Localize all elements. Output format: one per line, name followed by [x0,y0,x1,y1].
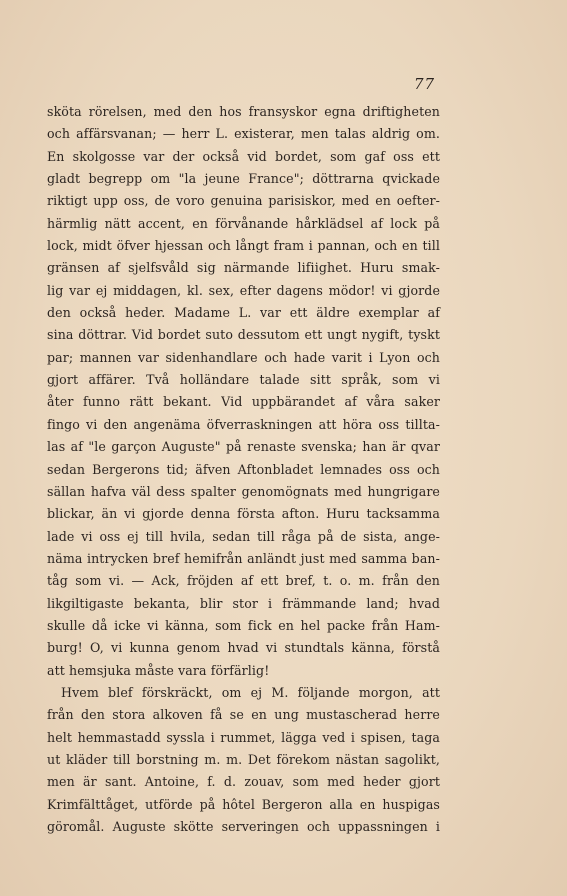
text-line: En skolgosse var der också vid bordet, som gaf oss ett [47,148,440,164]
text-line: riktigt upp oss, de voro genuina parisiskor, med en oefter- [47,193,440,209]
text-line: den också heder. Madame L. var ett äldre exemplar af [47,305,440,321]
text-line: sköta rörelsen, med den hos fransyskor egna driftigheten [47,104,440,119]
text-line: lock, midt öfver hjessan och långt fram i pannan, och en till [47,238,440,254]
text-line: gränsen af sjelfsvåld sig närmande lifiighet. Huru smak- [47,260,440,276]
text-line: men är sant. Antoine, f. d. zouav, som med heder gjort [47,774,440,790]
text-line: gjort affärer. Två holländare talade sitt språk, som vi [47,372,440,388]
text-line: näma intrycken bref hemifrån anländt just med samma ban- [47,550,440,566]
text-line: helt hemmastadd syssla i rummet, lägga ved i spisen, taga [47,729,440,745]
text-line: blickar, än vi gjorde denna första afton. Huru tacksamma [47,506,440,522]
text-line: fingo vi den angenäma öfverraskningen att höra oss tillta- [47,416,440,432]
text-line: härmlig nätt accent, en förvånande hårklädsel af lock på [47,215,440,231]
text-line: skulle då icke vi känna, som fick en hel packe från Ham- [47,617,440,633]
text-line: sällan hafva väl dess spalter genomögnats med hungrigare [47,483,440,499]
text-line: likgiltigaste bekanta, blir stor i främmande land; hvad [47,595,440,611]
body-text [47,101,440,838]
text-line: burg! O, vi kunna genom hvad vi stundtals känna, förstå [47,640,440,656]
text-line: att hemsjuka måste vara förfärlig! [47,662,270,678]
text-line: las af "le garçon Auguste" på renaste svenska; han är qvar [47,439,440,455]
text-line: gladt begrepp om "la jeune France"; döttrarna qvickade [47,171,440,187]
page-number: 77 [414,75,436,93]
text-line: ut kläder till borstning m. m. Det förekom nästan sagolikt, [47,751,440,767]
text-line: från den stora alkoven få se en ung mustascherad herre [47,707,440,723]
text-line: Hvem blef förskräckt, om ej M. följande morgon, att [61,684,440,700]
text-line: sedan Bergerons tid; äfven Aftonbladet lemnades oss och [47,461,440,477]
text-line: sina döttrar. Vid bordet suto dessutom ett ungt nygift, tyskt [47,327,440,343]
text-line: lade vi oss ej till hvila, sedan till råga på de sista, ange- [47,528,440,544]
text-line: åter funno rätt bekant. Vid uppbärandet af våra saker [47,394,440,410]
text-line: Krimfälttåget, utförde på hôtel Bergeron alla en huspigas [47,796,440,812]
text-line: göromål. Auguste skötte serveringen och uppassningen i [47,819,440,834]
text-line: och affärsvanan; — herr L. existerar, men talas aldrig om. [47,126,440,142]
text-line: par; mannen var sidenhandlare och hade varit i Lyon och [47,349,440,365]
text-line: tåg som vi. — Ack, fröjden af ett bref, t. o. m. från den [47,573,440,589]
text-line: lig var ej middagen, kl. sex, efter dagens mödor! vi gjorde [47,282,440,298]
